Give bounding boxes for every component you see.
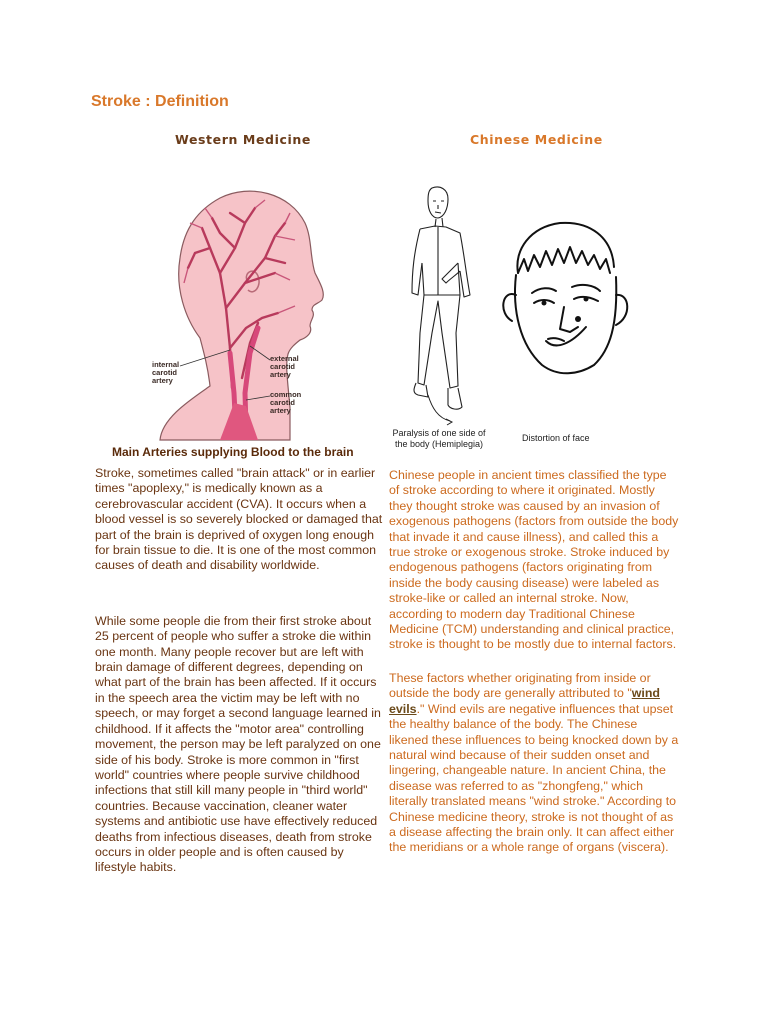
face-distortion-caption: Distortion of face (522, 433, 590, 443)
chinese-text-column (389, 468, 679, 856)
hemiplegia-caption: Paralysis of one side of the body (Hemiplegia) (392, 428, 486, 449)
wind-evils-link[interactable]: wind evils (389, 686, 660, 716)
chinese-paragraph-2: These factors whether originating from inside or outside the body are generally attributed to "wind evils." Wind evils are negative influences that upset the healthy balance of the body. The Chinese likened these influences to being knocked down by a natural wind because of their sudden onset and lingering, changeable nature. In ancient China, the disease was referred to as "zhongfeng," which literally translated means "wind stroke." According to Chinese medicine theory, stroke is not thought of as a disease affecting the brain only. It can affect either the meridians or a whole range of organs (viscera). (389, 670, 679, 855)
chinese-medicine-heading: Chinese Medicine (470, 132, 603, 147)
western-paragraph-2: While some people die from their first stroke about 25 percent of people who suffer a stroke die within one month. Many people recover but are left with brain damage of different degrees, depending on what part of the brain has been affected. If it occurs in the speech area the victim may be left with no speech, or may forget a second language learned in childhood. If it affects the "motor area" controlling movement, the person may be left paralyzed on one side of his body. Stroke is more common in "first world" countries where people survive childhood infections that still kill many people in "third world" countries. Because vaccination, cleaner water systems and antibiotic use have effectively reduced deaths from infectious diseases, death from stroke occurs in older people and is often caused by lifestyle habits. (95, 613, 381, 875)
chinese-paragraph-1: Chinese people in ancient times classified the type of stroke according to where it originated. Mostly they thought stroke was caused by an invasion of exogenous pathogens (factors from outside the body that invade it and cause illness), and called this a true stroke or exogenous stroke. Stroke induced by endogenous pathogens (factors originating from inside the body causing disease) were labeled as stroke-like or called an internal stroke. Now, according to modern day Traditional Chinese Medicine (TCM) understanding and clinical practice, stroke is thought to be mostly due to internal factors. (389, 468, 679, 652)
western-text-column (95, 466, 385, 876)
hemiplegia-figure-illustration (398, 183, 478, 428)
common-carotid-label: common carotid artery (270, 390, 302, 415)
page-title: Stroke : Definition (91, 93, 229, 110)
internal-carotid-label: internal carotid artery (152, 360, 180, 385)
western-medicine-heading: Western Medicine (175, 132, 311, 147)
arteries-caption: Main Arteries supplying Blood to the brain (112, 445, 354, 459)
head-arteries-illustration (150, 178, 330, 443)
distorted-face-illustration (490, 215, 635, 400)
external-carotid-label: external carotid artery (270, 354, 299, 379)
western-paragraph-1: Stroke, sometimes called "brain attack" or in earlier times "apoplexy," is medically known as a cerebrovascular accident (CVA). It occurs when a blood vessel is so severely blocked or damaged that part of the brain is deprived of oxygen long enough for brain tissue to die. It is one of the most common causes of death and disability worldwide. (95, 466, 383, 573)
